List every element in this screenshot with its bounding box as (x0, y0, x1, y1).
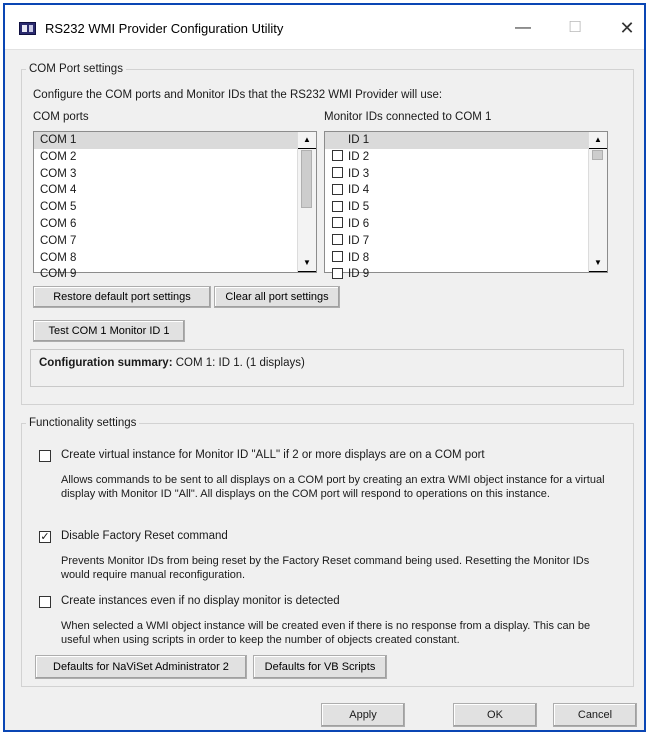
com-port-settings-legend: COM Port settings (29, 63, 123, 75)
monitor-id-label: ID 6 (348, 217, 370, 230)
cancel-button[interactable]: Cancel (553, 703, 637, 727)
summary-value: COM 1: ID 1. (1 displays) (175, 357, 305, 369)
com-port-item[interactable]: COM 1 (34, 132, 316, 149)
scroll-down-icon[interactable]: ▼ (589, 255, 607, 272)
apply-button[interactable]: Apply (321, 703, 405, 727)
monitor-id-checkbox[interactable] (332, 217, 343, 228)
monitor-id-checkbox[interactable] (332, 234, 343, 245)
com-ports-label: COM ports (33, 111, 89, 123)
dialog-window (3, 3, 646, 732)
monitor-id-label: ID 7 (348, 234, 370, 247)
com-port-item[interactable]: COM 5 (40, 201, 77, 214)
scroll-up-icon[interactable]: ▲ (589, 132, 607, 149)
maximize-button[interactable]: ☐ (568, 19, 582, 36)
com-ports-list (34, 132, 316, 283)
monitor-id-item[interactable] (325, 250, 607, 267)
configuration-summary (30, 349, 624, 387)
com-port-item[interactable]: COM 9 (40, 268, 77, 281)
clear-all-port-settings-button[interactable]: Clear all port settings (214, 286, 340, 308)
virtual-instance-description: Allows commands to be sent to all displays on a COM port by creating an extra WMI object instance for a virtual display with Monitor ID "All". All displays on the COM port will respond to operations on this instance. (61, 474, 605, 500)
monitor-id-label: ID 8 (348, 251, 370, 264)
monitor-ids-label: Monitor IDs connected to COM 1 (324, 111, 492, 123)
com-port-item[interactable]: COM 8 (40, 251, 77, 264)
monitor-id-item[interactable] (325, 182, 607, 199)
monitor-id-checkbox[interactable] (332, 268, 343, 279)
com-port-item[interactable]: COM 2 (40, 150, 77, 163)
minimize-button[interactable]: — (515, 19, 531, 36)
app-icon (19, 22, 36, 35)
scroll-thumb[interactable] (301, 150, 312, 208)
monitor-id-item[interactable] (325, 266, 607, 283)
summary-label: Configuration summary: (39, 357, 173, 369)
defaults-naviset-button[interactable]: Defaults for NaViSet Administrator 2 (35, 655, 247, 679)
ok-button[interactable]: OK (453, 703, 537, 727)
monitor-id-item[interactable] (325, 233, 607, 250)
monitor-id-checkbox[interactable] (332, 184, 343, 195)
monitor-id-checkbox[interactable] (332, 251, 343, 262)
disable-factory-reset-label[interactable]: Disable Factory Reset command (61, 530, 228, 542)
virtual-instance-checkbox[interactable] (39, 450, 51, 462)
com-port-item[interactable]: COM 6 (40, 217, 77, 230)
monitor-id-checkbox[interactable] (332, 133, 343, 144)
com-ports-scrollbar[interactable] (297, 132, 316, 272)
close-button[interactable]: ✕ (619, 18, 635, 38)
monitor-id-checkbox[interactable] (332, 150, 343, 161)
monitor-id-label: ID 3 (348, 167, 370, 180)
monitor-id-item[interactable] (325, 199, 607, 216)
functionality-settings-legend: Functionality settings (29, 417, 137, 429)
monitor-id-item[interactable] (325, 149, 607, 166)
com-ports-listbox[interactable] (33, 131, 317, 281)
monitor-id-label: ID 9 (348, 268, 370, 281)
restore-default-port-settings-button[interactable]: Restore default port settings (33, 286, 211, 308)
monitor-id-label: ID 2 (348, 150, 370, 163)
monitor-ids-scrollbar[interactable] (588, 132, 607, 272)
monitor-id-checkbox[interactable] (332, 167, 343, 178)
disable-factory-reset-checkbox[interactable]: ✓ (40, 531, 50, 543)
monitor-ids-listbox[interactable] (324, 131, 608, 281)
monitor-id-checkbox[interactable] (332, 201, 343, 212)
com-port-item[interactable]: COM 4 (40, 184, 77, 197)
monitor-id-label: ID 1 (348, 134, 370, 146)
com-port-item[interactable]: COM 7 (40, 234, 77, 247)
scroll-down-icon[interactable]: ▼ (298, 255, 316, 272)
com-port-item[interactable]: COM 3 (40, 167, 77, 180)
com-instructions: Configure the COM ports and Monitor IDs that the RS232 WMI Provider will use: (33, 89, 443, 101)
create-instances-description: When selected a WMI object instance will be created even if there is no response from a display. This can be useful when using scripts in order to keep the number of objects created constant. (61, 620, 591, 646)
monitor-ids-list (325, 132, 607, 283)
monitor-id-label: ID 5 (348, 201, 370, 214)
disable-factory-reset-description: Prevents Monitor IDs from being reset by the Factory Reset command being used. Resetting the Monitor IDs would require manual reconfiguration. (61, 555, 590, 581)
create-instances-label[interactable]: Create instances even if no display monitor is detected (61, 595, 340, 607)
scroll-up-icon[interactable]: ▲ (298, 132, 316, 149)
title-bar[interactable] (5, 5, 644, 50)
create-instances-checkbox[interactable] (39, 596, 51, 608)
monitor-id-item[interactable] (325, 216, 607, 233)
window-title: RS232 WMI Provider Configuration Utility (45, 21, 284, 36)
defaults-vb-scripts-button[interactable]: Defaults for VB Scripts (253, 655, 387, 679)
virtual-instance-label[interactable]: Create virtual instance for Monitor ID "ALL" if 2 or more displays are on a COM port (61, 449, 485, 461)
scroll-thumb[interactable] (592, 150, 603, 160)
monitor-id-item[interactable] (325, 166, 607, 183)
monitor-id-label: ID 4 (348, 184, 370, 197)
monitor-id-item[interactable] (325, 132, 607, 149)
test-com-monitor-button[interactable]: Test COM 1 Monitor ID 1 (33, 320, 185, 342)
